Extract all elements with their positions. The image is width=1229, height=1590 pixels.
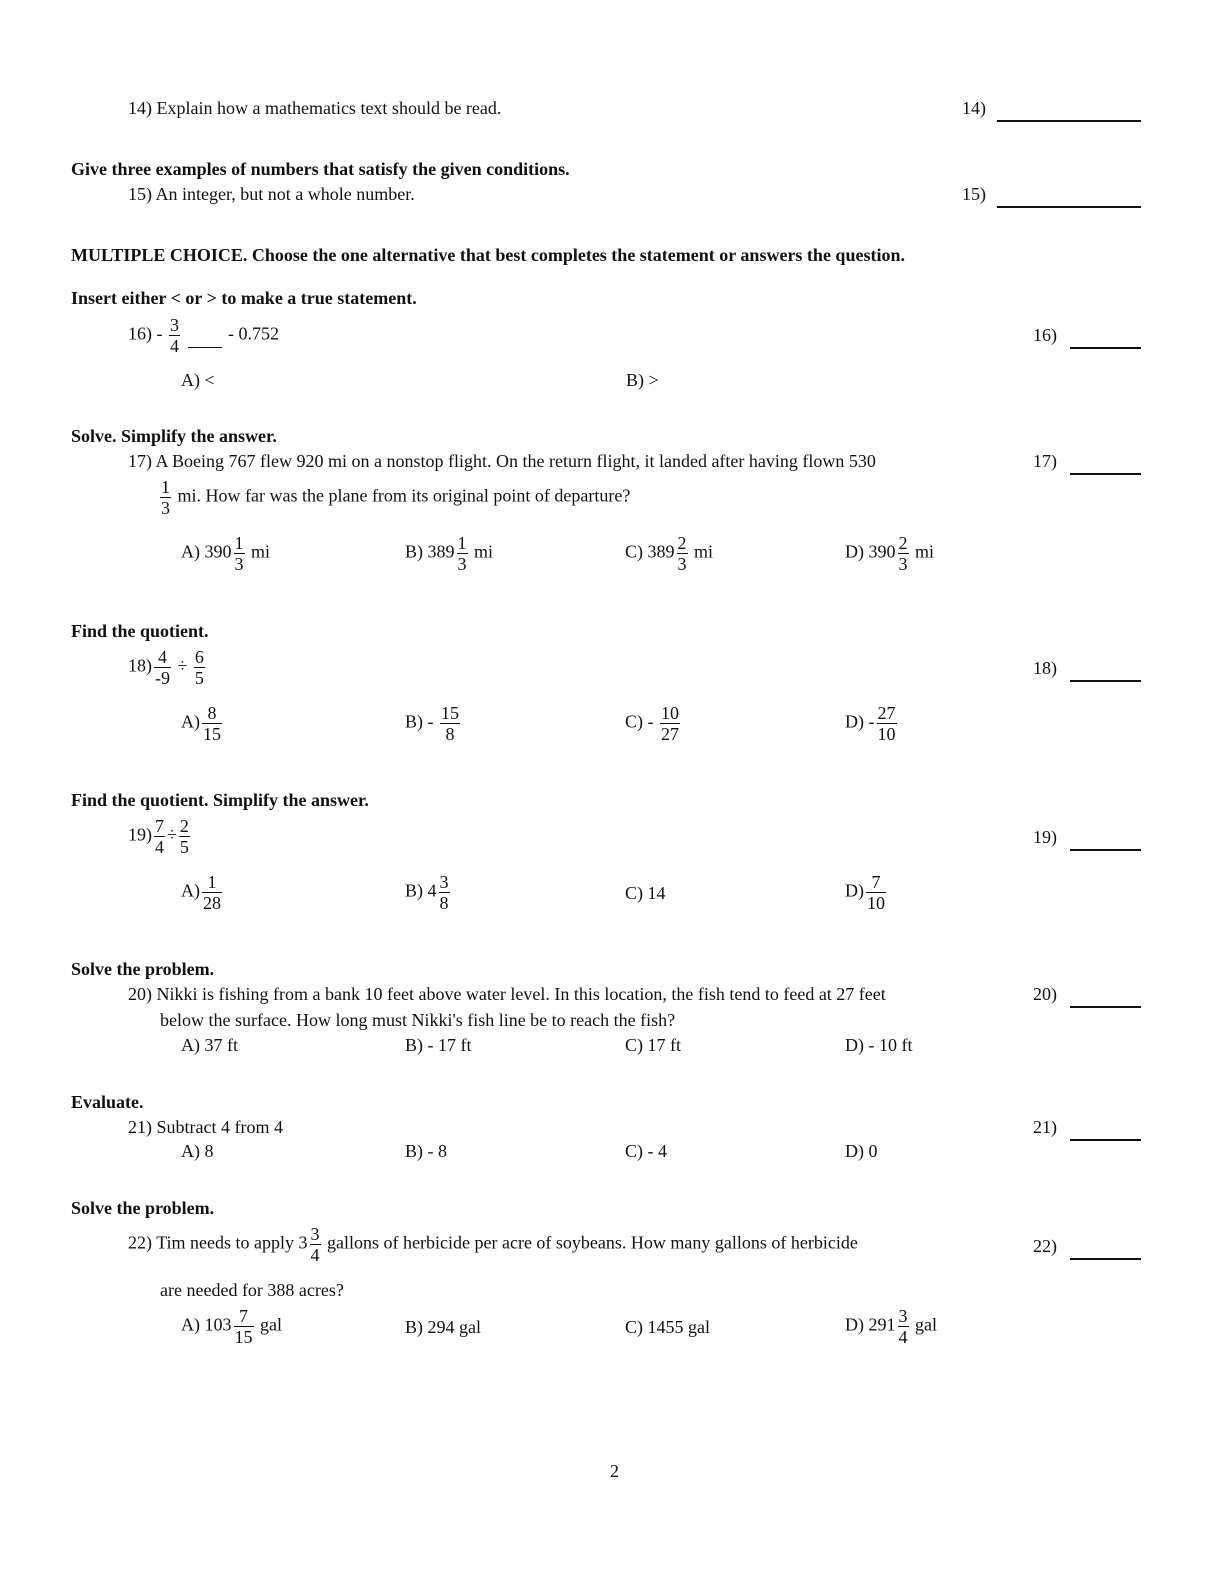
section-header-insert: Insert either < or > to make a true statement. <box>71 288 417 308</box>
choice-a[interactable]: A) 103 $\frac{7}{15}$ gal <box>181 1306 282 1347</box>
answer-blank-20[interactable] <box>1070 1006 1141 1008</box>
answer-label-16: 16) <box>1033 325 1057 345</box>
answer-label-22: 22) <box>1033 1236 1057 1256</box>
choice-a[interactable]: A) < <box>181 370 215 390</box>
question-number: 21) <box>128 1117 152 1137</box>
denominator: 3 <box>161 498 170 518</box>
answer-label-21: 21) <box>1033 1117 1057 1137</box>
question-19 <box>128 817 192 856</box>
question-number: 14) <box>128 98 152 118</box>
choice-d[interactable]: D) - $\frac{27}{10}$ <box>845 703 896 744</box>
choice-a[interactable]: A) 390 $\frac{1}{3}$ mi <box>181 533 271 574</box>
comparison-blank[interactable] <box>188 347 222 348</box>
section-header-evaluate: Evaluate. <box>71 1092 144 1112</box>
choice-c[interactable]: C) 17 ft <box>625 1035 681 1055</box>
answer-blank-17[interactable] <box>1070 473 1141 475</box>
choice-d[interactable]: D) 291 $\frac{3}{4}$ gal <box>845 1306 937 1347</box>
choice-d[interactable]: D) 0 <box>845 1141 878 1161</box>
question-16 <box>128 316 279 355</box>
fraction <box>169 316 180 355</box>
question-17-line2 <box>158 478 630 517</box>
mixed-number-whole: 3 <box>298 1232 308 1253</box>
section-header-quotient-simplify: Find the quotient. Simplify the answer. <box>71 790 369 810</box>
question-22-line1 <box>128 1225 858 1264</box>
question-18 <box>128 648 207 687</box>
answer-label-19: 19) <box>1033 827 1057 847</box>
section-header-quotient: Find the quotient. <box>71 621 209 641</box>
fraction: $\frac{3}{4}$ <box>310 1224 320 1265</box>
question-17-line1 <box>128 452 876 470</box>
question-text: Explain how a mathematics text should be read. <box>156 98 502 118</box>
answer-blank-18[interactable] <box>1070 680 1141 682</box>
choice-c[interactable]: C) 14 <box>625 883 666 903</box>
choice-b[interactable]: B) - 17 ft <box>405 1035 472 1055</box>
question-number: 22) <box>128 1232 152 1253</box>
section-header-solve-problem: Solve the problem. <box>71 959 215 979</box>
choice-c[interactable]: C) 1455 gal <box>625 1317 710 1337</box>
answer-label-20: 20) <box>1033 984 1057 1004</box>
choice-c[interactable]: C) - 4 <box>625 1141 667 1161</box>
question-22-line2: are needed for 388 acres? <box>160 1280 344 1300</box>
question-text: Nikki is fishing from a bank 10 feet above water level. In this location, the fish tend to feed at 27 feet <box>156 984 886 1004</box>
operator: ÷ <box>177 655 188 676</box>
fraction: $\frac{2}{5}$ <box>179 816 189 857</box>
question-number: 19) <box>128 824 152 845</box>
answer-label-18: 18) <box>1033 658 1057 678</box>
answer-blank-21[interactable] <box>1070 1139 1141 1141</box>
question-number: 15) <box>128 184 152 204</box>
numerator: 1 <box>161 477 170 497</box>
fraction: $\frac{6}{5}$ <box>194 647 204 688</box>
choice-b[interactable]: B) - 8 <box>405 1141 447 1161</box>
answer-blank-15[interactable] <box>997 206 1141 208</box>
choice-b[interactable]: B) 294 gal <box>405 1317 481 1337</box>
question-text: Subtract 4 from 4 <box>156 1117 283 1137</box>
question-20-line2: below the surface. How long must Nikki's fish line be to reach the fish? <box>160 1010 676 1030</box>
question-number: 18) <box>128 655 152 676</box>
question-15 <box>128 185 415 203</box>
choice-d[interactable]: D) - 10 ft <box>845 1035 913 1055</box>
choice-a[interactable]: A) $\frac{1}{28}$ <box>181 872 221 913</box>
answer-blank-22[interactable] <box>1070 1258 1141 1260</box>
choice-c[interactable]: C) 389 $\frac{2}{3}$ mi <box>625 533 714 574</box>
sign: - <box>156 323 163 344</box>
answer-label-15: 15) <box>962 184 986 204</box>
choice-d[interactable]: D) 390 $\frac{2}{3}$ mi <box>845 533 935 574</box>
choice-d[interactable]: D) $\frac{7}{10}$ <box>845 872 885 913</box>
denominator: 4 <box>170 336 179 356</box>
answer-blank-14[interactable] <box>997 120 1141 122</box>
section-header-three-examples: Give three examples of numbers that satisfy the given conditions. <box>71 159 570 179</box>
question-number: 16) <box>128 323 152 344</box>
choice-a[interactable]: A) 37 ft <box>181 1035 238 1055</box>
question-text: gallons of herbicide per acre of soybeans. How many gallons of herbicide <box>327 1232 858 1253</box>
question-number: 17) <box>128 451 152 471</box>
question-text: Tim needs to apply <box>156 1232 295 1253</box>
question-text: A Boeing 767 flew 920 mi on a nonstop flight. On the return flight, it landed after having flown 530 <box>155 451 876 471</box>
choice-a[interactable]: A) $\frac{8}{15}$ <box>181 703 221 744</box>
operator: ÷ <box>167 824 177 845</box>
answer-blank-16[interactable] <box>1070 347 1141 349</box>
choice-b[interactable]: B) - $\frac{15}{8}$ <box>405 703 459 744</box>
section-header-solve-simplify: Solve. Simplify the answer. <box>71 426 277 446</box>
answer-label-17: 17) <box>1033 451 1057 471</box>
fraction <box>160 478 171 517</box>
question-number: 20) <box>128 984 152 1004</box>
choice-b[interactable]: B) 4 $\frac{3}{8}$ <box>405 872 449 913</box>
rhs-value: - 0.752 <box>228 323 279 344</box>
numerator: 3 <box>170 315 179 335</box>
question-text: mi. How far was the plane from its original point of departure? <box>177 485 631 506</box>
question-text: An integer, but not a whole number. <box>155 184 415 204</box>
choice-a[interactable]: A) 8 <box>181 1141 214 1161</box>
answer-label-14: 14) <box>962 98 986 118</box>
question-20-line1 <box>128 985 886 1003</box>
question-21 <box>128 1118 283 1136</box>
choice-b[interactable]: B) > <box>626 370 659 390</box>
multiple-choice-instructions: MULTIPLE CHOICE. Choose the one alternative that best completes the statement or answers the question. <box>71 245 905 265</box>
answer-blank-19[interactable] <box>1070 849 1141 851</box>
section-header-solve-problem-2: Solve the problem. <box>71 1198 215 1218</box>
fraction: $\frac{7}{4}$ <box>155 816 164 857</box>
choice-b[interactable]: B) 389 $\frac{1}{3}$ mi <box>405 533 494 574</box>
fraction: $\frac{4}{-9}$ <box>155 647 170 688</box>
choice-c[interactable]: C) - $\frac{10}{27}$ <box>625 703 679 744</box>
page-number: 2 <box>610 1461 619 1481</box>
question-14 <box>128 99 501 117</box>
